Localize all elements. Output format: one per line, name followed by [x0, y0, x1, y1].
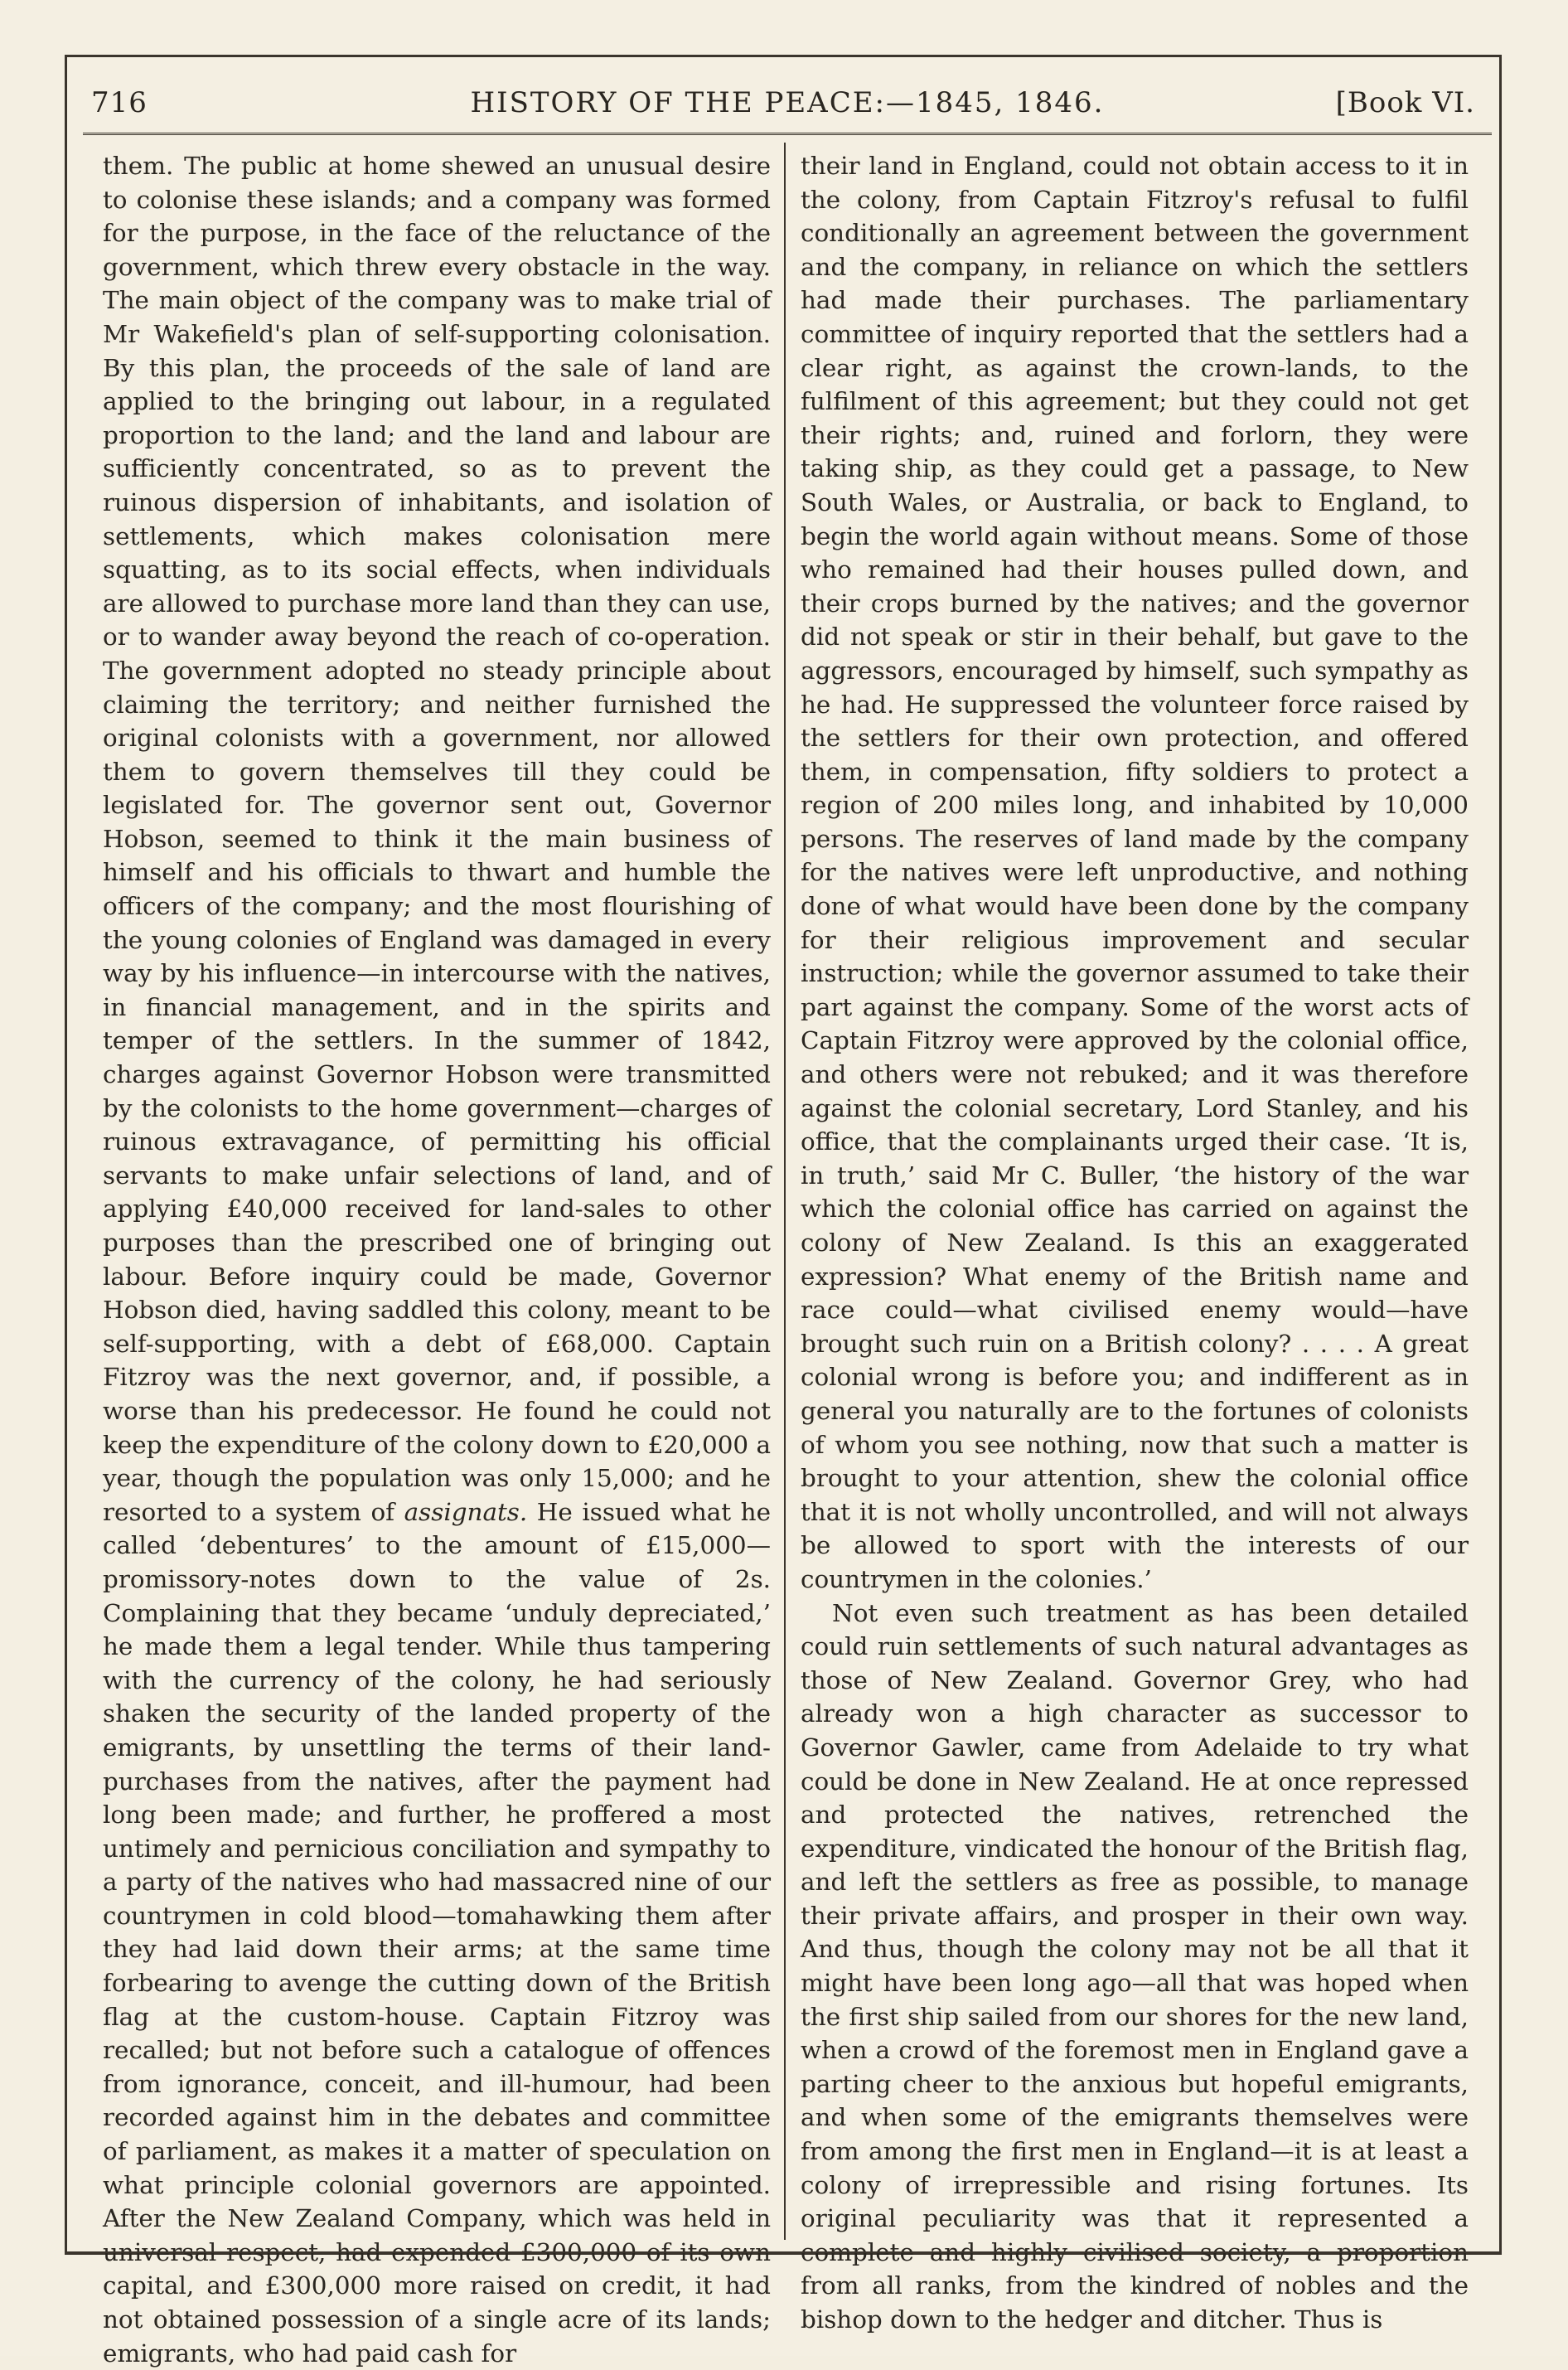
- paragraph: them. The public at home shewed an unusual desire to colonise these islands; and a company was formed for the purpose, in the face of the reluctance of the government, which threw every obstacle in the way. The main object of the company was to make trial of Mr Wakefield's plan of self-supporting colonisation. By this plan, the proceeds of the sale of land are applied to the bringing out labour, in a regulated proportion to the land; and the land and labour are sufficiently concentrated, so as to prevent the ruinous dispersion of inhabitants, and isolation of settlements, which makes colonisation mere squatting, as to its social effects, when individuals are allowed to purchase more land than they can use, or to wander away beyond the reach of co-operation. The government adopted no steady principle about claiming the territory; and neither furnished the original colonists with a government, nor allowed them to govern themselves till they could be legislated for. The governor sent out, Governor Hobson, seemed to think it the main business of himself and his officials to thwart and humble the officers of the company; and the most flourishing of the young colonies of England was damaged in every way by his influence—in intercourse with the natives, in financial management, and in the spirits and temper of the settlers. In the summer of 1842, charges against Governor Hobson were transmitted by the colonists to the home government—charges of ruinous extravagance, of permitting his official servants to make unfair selections of land, and of applying £40,000 received for land-sales to other purposes than the prescribed one of bringing out labour. Before inquiry could be made, Governor Hobson died, having saddled this colony, meant to be self-supporting, with a debt of £68,000. Captain Fitzroy was the next governor, and, if possible, a worse than his predecessor. He found he could not keep the expenditure of the colony down to £20,000 a year, though the population was only 15,000; and he resorted to a system of assignats. He issued what he called ‘debentures’ to the amount of £15,000—promissory-notes down to the value of 2s. Complaining that they became ‘unduly depreciated,’ he made them a legal tender. While thus tampering with the currency of the colony, he had seriously shaken the security of the landed property of the emigrants, by unsettling the terms of their land-purchases from the natives, after the payment had long been made; and further, he proffered a most untimely and pernicious conciliation and sympathy to a party of the natives who had massacred nine of our countrymen in cold blood—tomahawking them after they had laid down their arms; at the same time forbearing to avenge the cutting down of the British flag at the custom-house. Captain Fitzroy was recalled; but not before such a catalogue of offences from ignorance, conceit, and ill-humour, had been recorded against him in the debates and committee of parliament, as makes it a matter of speculation on what principle colonial governors are appointed. After the New Zealand Company, which was held in universal respect, had expended £300,000 of its own capital, and £300,000 more raised on credit, it had not obtained possession of a single acre of its lands; emigrants, who had paid cash for: [103, 152, 771, 2368]
- left-column: [103, 149, 771, 2368]
- column-divider: [784, 143, 786, 2240]
- page-number: 716: [91, 86, 148, 119]
- section-label: [Book VI.: [1335, 86, 1475, 119]
- header-rule: [83, 133, 1492, 135]
- paragraph: their land in England, could not obtain access to it in the colony, from Captain Fitzroy's refusal to fulfil conditionally an agreement between the government and the company, in reliance on which the settlers had made their purchases. The parliamentary committee of inquiry reported that the settlers had a clear right, as against the crown-lands, to the fulfilment of this agreement; but they could not get their rights; and, ruined and forlorn, they were taking ship, as they could get a passage, to New South Wales, or Australia, or back to England, to begin the world again without means. Some of those who remained had their houses pulled down, and their crops burned by the natives; and the governor did not speak or stir in their behalf, but gave to the aggressors, encouraged by himself, such sympathy as he had. He suppressed the volunteer force raised by the settlers for their own protection, and offered them, in compensation, fifty soldiers to protect a region of 200 miles long, and inhabited by 10,000 persons. The reserves of land made by the company for the natives were left unproductive, and nothing done of what would have been done by the company for their religious improvement and secular instruction; while the governor assumed to take their part against the company. Some of the worst acts of Captain Fitzroy were approved by the colonial office, and others were not rebuked; and it was therefore against the colonial secretary, Lord Stanley, and his office, that the complainants urged their case. ‘It is, in truth,’ said Mr C. Buller, ‘the history of the war which the colonial office has carried on against the colony of New Zealand. Is this an exaggerated expression? What enemy of the British name and race could—what civilised enemy would—have brought such ruin on a British colony? . . . . A great colonial wrong is before you; and indifferent as in general you naturally are to the fortunes of colonists of whom you see nothing, now that such a matter is brought to your attention, shew the colonial office that it is not wholly uncontrolled, and will not always be allowed to sport with the interests of our countrymen in the colonies.’: [801, 152, 1469, 1593]
- footer-rule: [65, 2251, 1502, 2253]
- right-column: [801, 149, 1469, 2334]
- italic-term: assignats.: [404, 1497, 528, 1526]
- paragraph: Not even such treatment as has been detailed could ruin settlements of such natural advantages as those of New Zealand. Governor Grey, who had already won a high character as successor to Governor Gawler, came from Adelaide to try what could be done in New Zealand. He at once repressed and protected the natives, retrenched the expenditure, vindicated the honour of the British flag, and left the settlers as free as possible, to manage their private affairs, and prosper in their own way. And thus, though the colony may not be all that it might have been long ago—all that was hoped when the first ship sailed from our shores for the new land, when a crowd of the foremost men in England gave a parting cheer to the anxious but hopeful emigrants, and when some of the emigrants themselves were from among the first men in England—it is at least a colony of irrepressible and rising fortunes. Its original peculiarity was that it represented a complete and highly civilised society, a proportion from all ranks, from the kindred of nobles and the bishop down to the hedger and ditcher. Thus is: [801, 1598, 1469, 2334]
- running-title: HISTORY OF THE PEACE:—1845, 1846.: [470, 86, 1105, 119]
- running-header: [83, 80, 1492, 129]
